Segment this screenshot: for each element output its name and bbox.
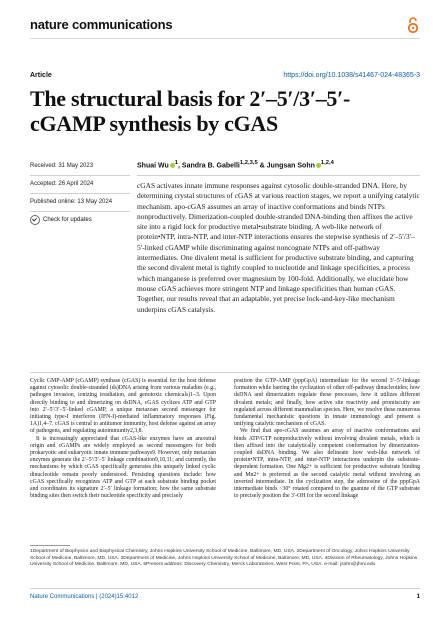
- body-paragraph: position the GTP-AMP (pppGpA) intermediate for the second 3′–5′-linkage formation while barring the cyclization of other off-pathway dinucleotides; how dsDNA and dimerization regulate these processes, how it utilizes different divalent metals; and finally, how active site reactivity and promiscuity are regulated across different mammalian species. Here, we resolve these numerous fundamental mechanistic questions in innate immunology and present a unifying catalytic mechanism of cGAS.: [234, 378, 420, 428]
- article-title: The structural basis for 2′–5′/3′–5′-cGAMP synthesis by cGAS: [30, 86, 351, 136]
- author-name[interactable]: Shuai Wu: [137, 162, 169, 170]
- footnote-divider: [30, 545, 70, 546]
- footer-journal-info[interactable]: Nature Communications | (2024)15:4012: [30, 594, 139, 600]
- open-access-icon[interactable]: [406, 16, 420, 34]
- author-name[interactable]: & Jungsan Sohn: [257, 162, 315, 170]
- doi-link[interactable]: https://doi.org/10.1038/s41467-024-48365-3: [283, 72, 420, 79]
- body-paragraph: It is increasingly appreciated that cGAS-like enzymes have an ancestral origin and cGAMPs are widely employed as second messengers for both prokaryotic and eukaryotic innate immune pathways9. However, only metazoan enzymes generate the 2′–5′/3′–5′ linkage combination9,10,11; and currently, the mechanisms by which cGAS specifically generates this uniquely linked cyclic dinucleotide remain poorly understood. Persisting questions include: how cGAS specifically recognizes ATP and GTP at each substrate binding pocket and coordinates its signature 2′–5′ linkage formation; how the same substrate binding sites then switch their nucleotide specificity and precisely: [30, 435, 216, 500]
- published-date: Published online: 13 May 2024: [30, 194, 130, 212]
- body-paragraph: We find that apo-cGAS assumes an array of inactive conformations and binds ATP/GTP nonproductively without involving divalent metals, which is then affixed into the catalytically competent conformation by dimerization-coupled dsDNA binding. We also delineate how web-like network of protein•NTP, intra-NTP, and inter-NTP interactions underpin the substrate-dependent formation. One Mg2+ is sufficient for productive substrate binding and Mn2+ is preferred as the second catalytic metal without involving an inverted intermediate. In the cyclization step, the adenosine of the pppGpA intermediate binds ~30° rotated compared to the guanine of the GTP substrate to precisely position the 3′-OH for the second linkage: [234, 428, 420, 500]
- body-paragraph: Cyclic GMP-AMP (cGAMP) synthase (cGAS) is essential for the host defense against cytosolic double-stranded (ds)DNA arising from various maladies (e.g., pathogen invasion, ionizing irradiation, and genotoxic chemicals)1–3. Upon directly binding to and dimerizing on dsDNA, cGAS cyclizes ATP and GTP into 2′–5′/3′–5′-linked cGAMP, a unique metazoan second messenger for initiating type-I interferon (IFN-I)-mediated inflammatory responses (Fig. 1A)1,4–7. cGAS is central to antitumor immunity, host defense against an array of pathogens, and regulating autoimmunity2,3,8.: [30, 378, 216, 435]
- article-meta: [30, 72, 420, 86]
- abstract: cGAS activates innate immune responses against cytosolic double-stranded DNA. Here, by determining crystal structures of cGAS at various reaction stages, we report a unifying catalytic mechanism. apo-cGAS assumes an array of inactive conformations and binds NTPs nonproductively. Dimerization-coupled double-stranded DNA-binding then affixes the active site into a rigid lock for productive metal•substrate binding. A web-like network of protein•NTP, intra-NTP, and inter-NTP interactions ensures the stepwise synthesis of 2′–5′/3′–5′-linked cGAMP while discriminating against noncognate NTPs and off-pathway intermediates. One divalent metal is sufficient for productive substrate binding, and capturing the second divalent metal is tightly coupled to nucleotide and linkage specificities, a process which manganese is preferred over magnesium by 100-fold. Additionally, we elucidate how mouse cGAS achieves more stringent NTP and linkage specificities than human cGAS. Together, our results reveal that an adaptable, yet precise lock-and-key-like mechanism underpins cGAS catalysis.: [137, 181, 420, 314]
- article-type: Article: [30, 72, 52, 79]
- check-updates-label: Check for updates: [43, 217, 92, 223]
- received-date: Received: 31 May 2023: [30, 158, 130, 176]
- divider: [30, 372, 420, 373]
- divider: [137, 175, 420, 176]
- author-list: [137, 160, 420, 169]
- journal-header: [30, 10, 420, 39]
- author-name[interactable]: , Sandra B. Gabelli: [178, 162, 240, 170]
- affiliations-footnote: 1Department of Biophysics and Biophysical Chemistry, Johns Hopkins University School of Medicine, Baltimore, MD, USA. 2Department of Oncology, Johns Hopkins University School of Medicine, Baltimore, MD, USA. 3Department of Medicine, Johns Hopkins University School of Medicine, Baltimore, MD, USA. 4Division of Rheumatology, Johns Hopkins University School of Medicine, Baltimore, MD, USA. 5Present address: Discovery Chemistry, Merck Laboratories, West Point, PA, USA. e-mail: jsohn@jhmi.edu: [30, 549, 418, 568]
- page-number: 1: [416, 594, 420, 600]
- author-affiliation: 1,2,4: [320, 160, 334, 166]
- journal-brand[interactable]: nature communications: [30, 17, 173, 32]
- body-column-left: [30, 378, 216, 500]
- check-updates-icon: [30, 215, 40, 225]
- author-affiliation: 1: [174, 160, 179, 166]
- author-affiliation: 1,2,3,5: [239, 160, 258, 166]
- page-footer: [30, 588, 420, 603]
- check-updates-button[interactable]: [30, 215, 130, 225]
- article-dates: [30, 158, 130, 225]
- accepted-date: Accepted: 26 April 2024: [30, 176, 130, 194]
- body-column-right: [234, 378, 420, 500]
